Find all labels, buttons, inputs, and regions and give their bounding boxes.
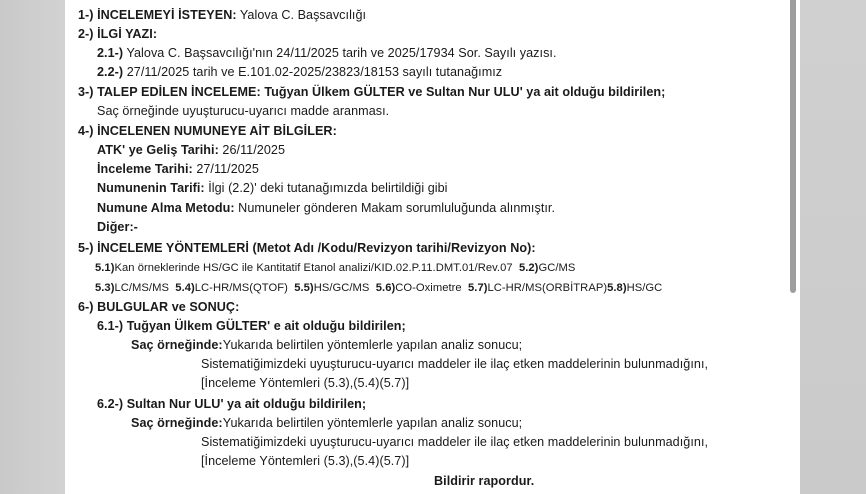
field-exam-date <box>97 161 259 177</box>
closing-statement: Bildirir rapordur. <box>434 474 535 488</box>
field-key: ATK' ye Geliş Tarihi: <box>97 143 219 157</box>
field-key: Numunenin Tarifi: <box>97 181 205 195</box>
sample-label: Saç örneğinde: <box>131 416 223 430</box>
section-2-label: 2-) İLGİ YAZI: <box>78 27 158 41</box>
left-margin <box>0 0 65 494</box>
right-margin <box>800 0 866 494</box>
finding-2-heading: 6.2-) Sultan Nur ULU' ya ait olduğu bildirilen; <box>97 397 367 411</box>
method-number: 5.6) <box>375 282 396 294</box>
section-2-item-1 <box>97 45 557 61</box>
section-5-methods <box>78 240 536 256</box>
vertical-scrollbar[interactable] <box>790 0 796 293</box>
field-value: İlgi (2.2)' deki tutanağımızda belirtildiği gibi <box>204 181 448 195</box>
section-5-label: 5-) İNCELEME YÖNTEMLERİ <box>78 241 249 255</box>
section-6-label: 6-) BULGULAR ve SONUÇ: <box>78 300 240 314</box>
finding-2-sample <box>131 415 522 431</box>
finding-1-heading: 6.1-) Tuğyan Ülkem GÜLTER' e ait olduğu bildirilen; <box>97 319 406 333</box>
section-3-line-2: Saç örneğinde uyuşturucu-uyarıcı madde aranması. <box>97 104 390 118</box>
item-text: 27/11/2025 tarih ve E.101.02-2025/23823/18153 sayılı tutanağımız <box>123 65 503 79</box>
method-text: CO-Oximetre <box>395 282 462 294</box>
document-page <box>65 0 800 494</box>
methods-line-2 <box>95 280 662 296</box>
section-3-label: 3-) TALEP EDİLEN İNCELEME: <box>78 85 261 99</box>
method-number: 5.3) <box>95 282 115 294</box>
finding-2-methods-ref: [İnceleme Yöntemleri (5.3),(5.4)(5.7)] <box>201 454 410 468</box>
item-number: 2.2-) <box>97 65 124 79</box>
method-number: 5.8) <box>607 282 627 294</box>
section-1-requester <box>78 7 366 23</box>
field-sampling-method <box>97 200 555 216</box>
finding-1-result: Sistematiğimizdeki uyuşturucu-uyarıcı maddeler ile ilaç etken maddelerinin bulunmadığını, <box>201 357 709 371</box>
finding-1-methods-ref: [İnceleme Yöntemleri (5.3),(5.4)(5.7)] <box>201 376 410 390</box>
section-1-value: Yalova C. Başsavcılığı <box>236 8 367 22</box>
method-text: LC/MS/MS <box>114 282 169 294</box>
section-3-requested-exam <box>78 84 665 100</box>
field-value: 27/11/2025 <box>192 162 259 176</box>
method-number: 5.4) <box>175 282 195 294</box>
field-other: Diğer:- <box>97 220 138 234</box>
section-4-label: 4-) İNCELENEN NUMUNEYE AİT BİLGİLER: <box>78 124 337 138</box>
sample-label: Saç örneğinde: <box>131 338 223 352</box>
field-key: İnceleme Tarihi: <box>97 162 193 176</box>
field-arrival-date <box>97 142 285 158</box>
method-text: GC/MS <box>538 262 576 274</box>
method-number: 5.7) <box>468 282 488 294</box>
field-key: Numune Alma Metodu: <box>97 201 235 215</box>
finding-2-result: Sistematiğimizdeki uyuşturucu-uyarıcı maddeler ile ilaç etken maddelerinin bulunmadığını, <box>201 435 709 449</box>
sample-text: Yukarıda belirtilen yöntemlerle yapılan analiz sonucu; <box>222 338 523 352</box>
item-text: Yalova C. Başsavcılığı'nın 24/11/2025 tarih ve 2025/17934 Sor. Sayılı yazısı. <box>123 46 557 60</box>
method-number: 5.1) <box>95 262 115 274</box>
methods-line-1 <box>95 260 575 276</box>
method-text: Kan örneklerinde HS/GC ile Kantitatif Etanol analizi/KID.02.P.11.DMT.01/Rev.07 <box>114 262 513 274</box>
method-text: HS/GC <box>626 282 663 294</box>
sample-text: Yukarıda belirtilen yöntemlerle yapılan analiz sonucu; <box>222 416 523 430</box>
section-3-value: Tuğyan Ülkem GÜLTER ve Sultan Nur ULU' ya ait olduğu bildirilen; <box>260 85 666 99</box>
finding-1-sample <box>131 337 522 353</box>
section-5-sublabel: (Metot Adı /Kodu/Revizyon tarihi/Revizyon No): <box>248 241 536 255</box>
method-text: HS/GC/MS <box>313 282 370 294</box>
method-number: 5.5) <box>294 282 314 294</box>
method-number: 5.2) <box>518 262 539 274</box>
section-1-label: 1-) İNCELEMEYİ İSTEYEN: <box>78 8 237 22</box>
field-value: 26/11/2025 <box>218 143 286 157</box>
section-2-item-2 <box>97 64 502 80</box>
method-text: LC-HR/MS(QTOF) <box>194 282 288 294</box>
field-value: Numuneler gönderen Makam sorumluluğunda alınmıştır. <box>234 201 556 215</box>
item-number: 2.1-) <box>97 46 124 60</box>
field-sample-description <box>97 180 448 196</box>
method-text: LC-HR/MS(ORBİTRAP) <box>487 282 608 294</box>
